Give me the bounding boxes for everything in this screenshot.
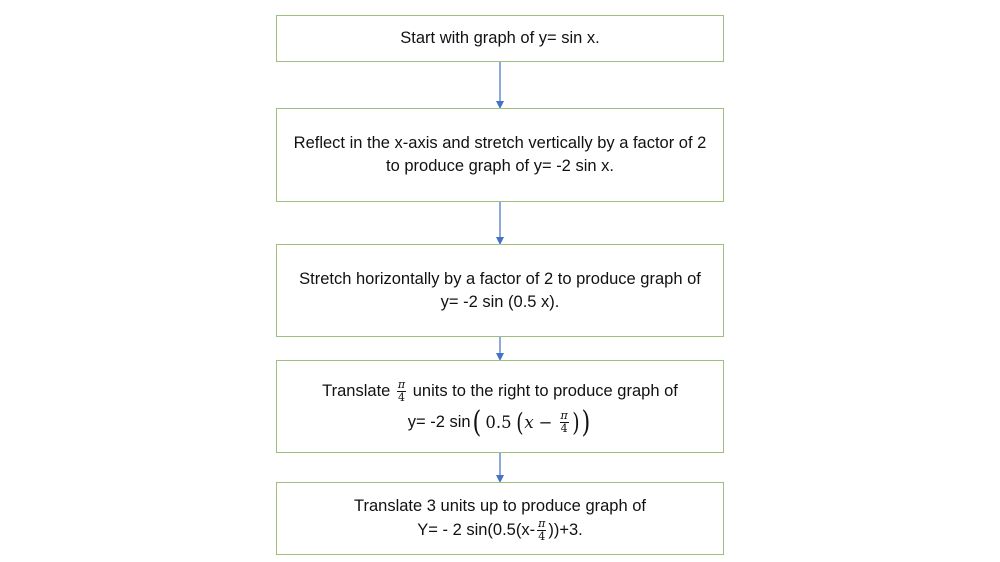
step-5-eq-suffix: ))+3. [548,520,583,539]
fraction-denominator: 4 [398,390,406,404]
step-3-text-line-2: y= -2 sin (0.5 x). [440,292,560,311]
fraction-numerator: π [560,408,568,422]
pi-over-4-fraction-eq [559,410,568,435]
close-paren-outer: ) [581,404,591,440]
step-2-text-line-2: to produce graph of y= -2 sin x. [386,157,614,175]
flow-step-5 [276,482,724,555]
pi-over-4-fraction [397,379,406,404]
fraction-numerator: π [397,377,406,391]
fraction-denominator: 4 [538,529,546,543]
step-4-eq-minus: − [538,412,553,432]
pi-over-4-fraction-eq [537,518,546,543]
open-paren-inner: ( [515,407,524,437]
step-5-equation [417,518,582,543]
step-4-eq-coef: 0.5 [485,412,512,432]
step-2-text-line-1: Reflect in the x-axis and stretch vertically by a factor of 2 [293,134,707,152]
step-4-eq-var: x [524,412,534,432]
flow-step-3 [276,244,724,337]
step-4-text-after: units to the right to produce graph of [412,381,678,400]
fraction-numerator: π [538,516,546,530]
close-paren-inner: ) [571,407,580,437]
step-4-text-before: Translate [322,381,391,400]
step-4-text-line-1 [322,379,678,404]
step-4-equation [407,404,592,440]
step-3-text-line-1: Stretch horizontally by a factor of 2 to produce graph of [299,269,701,288]
open-paren-outer: ( [472,404,481,440]
step-4-eq-prefix: y= -2 sin [407,412,471,431]
flow-step-4 [276,360,724,453]
step-5-eq-prefix: Y= - 2 sin(0.5(x- [417,520,536,539]
flow-step-1 [276,15,724,62]
fraction-denominator: 4 [560,421,568,435]
step-1-text: Start with graph of y= sin x. [400,29,600,47]
step-5-text-line-1: Translate 3 units up to produce graph of [354,496,646,515]
flow-step-2 [276,108,724,202]
